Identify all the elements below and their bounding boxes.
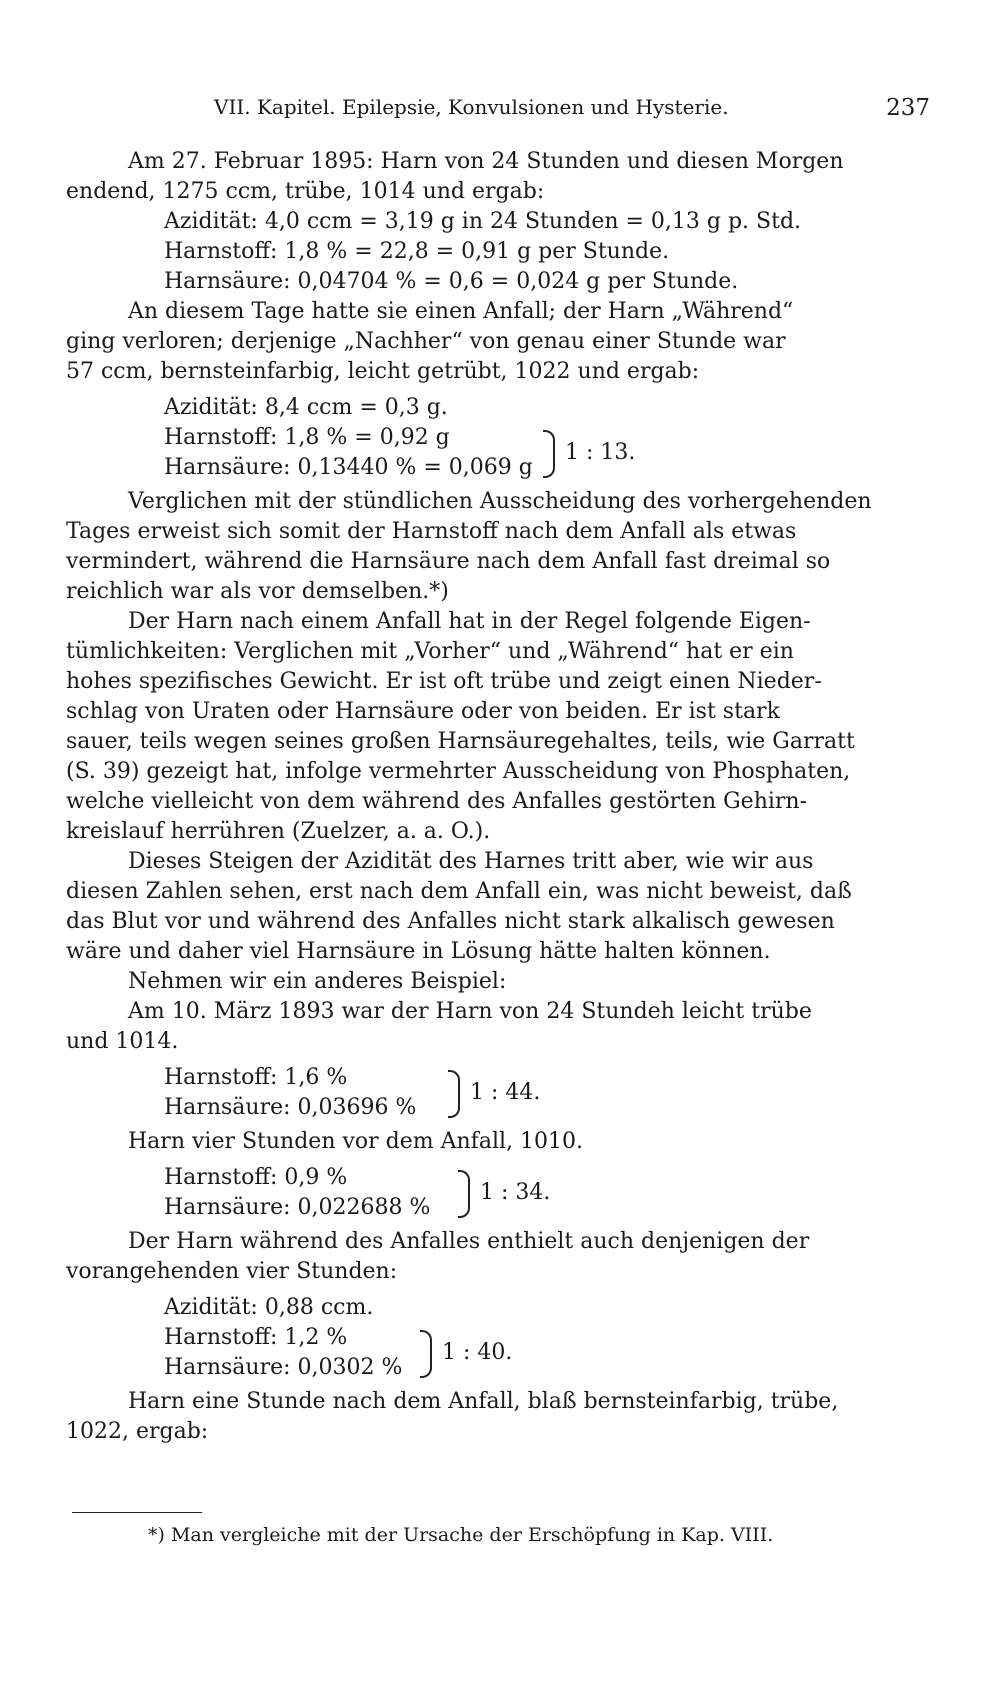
text-line: 1022, ergab: — [66, 1419, 209, 1444]
ratio-value: 1 : 34. — [480, 1180, 551, 1205]
text-line: sauer, teils wegen seines großen Harnsäuregehaltes, teils, wie Garratt — [66, 729, 855, 754]
text-line: Am 10. März 1893 war der Harn von 24 Stundeh leicht trübe — [128, 999, 812, 1024]
curly-brace — [458, 1170, 470, 1218]
text-line: das Blut vor und während des Anfalles nicht stark alkalisch gewesen — [66, 909, 835, 934]
measurement-line: Harnsäure: 0,04704 % = 0,6 = 0,024 g per Stunde. — [164, 269, 739, 294]
text-line: Tages erweist sich somit der Harnstoff nach dem Anfall als etwas — [66, 519, 797, 544]
chapter-title: VII. Kapitel. Epilepsie, Konvulsionen und Hysterie. — [214, 95, 729, 119]
text-line: ging verloren; derjenige „Nachher“ von genau einer Stunde war — [66, 329, 786, 354]
measurement-line: Azidität: 8,4 ccm = 0,3 g. — [164, 395, 448, 420]
text-line: diesen Zahlen sehen, erst nach dem Anfall ein, was nicht beweist, daß — [66, 879, 852, 904]
measurement-line: Azidität: 4,0 ccm = 3,19 g in 24 Stunden = 0,13 g p. Std. — [164, 209, 802, 234]
page-number: 237 — [886, 95, 930, 121]
measurement-line: Harnsäure: 0,0302 % — [164, 1355, 403, 1380]
text-line: tümlichkeiten: Verglichen mit „Vorher“ und „Während“ hat er ein — [66, 639, 794, 664]
text-line: endend, 1275 ccm, trübe, 1014 und ergab: — [66, 179, 545, 204]
text-line: (S. 39) gezeigt hat, infolge vermehrter Ausscheidung von Phosphaten, — [66, 759, 851, 784]
measurement-line: Harnstoff: 1,2 % — [164, 1325, 348, 1350]
measurement-line: Harnsäure: 0,03696 % — [164, 1095, 417, 1120]
measurement-line: Harnstoff: 1,6 % — [164, 1065, 348, 1090]
text-line: schlag von Uraten oder Harnsäure oder von beiden. Er ist stark — [66, 699, 780, 724]
measurement-line: Harnstoff: 1,8 % = 0,92 g — [164, 425, 450, 450]
text-line: und 1014. — [66, 1029, 179, 1054]
text-line: vermindert, während die Harnsäure nach dem Anfall fast dreimal so — [66, 549, 831, 574]
text-line: Dieses Steigen der Azidität des Harnes tritt aber, wie wir aus — [128, 849, 814, 874]
measurement-line: Harnstoff: 1,8 % = 22,8 = 0,91 g per Stunde. — [164, 239, 670, 264]
text-line: Der Harn nach einem Anfall hat in der Regel folgende Eigen- — [128, 609, 811, 634]
text-line: Am 27. Februar 1895: Harn von 24 Stunden und diesen Morgen — [128, 149, 844, 174]
curly-brace — [543, 430, 555, 478]
text-line: kreislauf herrühren (Zuelzer, a. a. O.). — [66, 819, 491, 844]
ratio-value: 1 : 44. — [470, 1080, 541, 1105]
measurement-line: Harnsäure: 0,022688 % — [164, 1195, 431, 1220]
text-line: Harn vier Stunden vor dem Anfall, 1010. — [128, 1129, 583, 1154]
text-line: reichlich war als vor demselben.*) — [66, 579, 449, 604]
text-line: Harn eine Stunde nach dem Anfall, blaß bernsteinfarbig, trübe, — [128, 1389, 839, 1414]
running-header — [70, 95, 930, 125]
curly-brace — [420, 1330, 432, 1378]
text-line: vorangehenden vier Stunden: — [66, 1259, 398, 1284]
text-line: 57 ccm, bernsteinfarbig, leicht getrübt, 1022 und ergab: — [66, 359, 700, 384]
footnote: *) Man vergleiche mit der Ursache der Erschöpfung in Kap. VIII. — [148, 1524, 774, 1546]
footnote-rule — [72, 1512, 202, 1513]
ratio-value: 1 : 13. — [565, 440, 636, 465]
text-line: Der Harn während des Anfalles enthielt auch denjenigen der — [128, 1229, 810, 1254]
text-line: Verglichen mit der stündlichen Ausscheidung des vorhergehenden — [128, 489, 872, 514]
text-line: welche vielleicht von dem während des Anfalles gestörten Gehirn- — [66, 789, 808, 814]
curly-brace — [448, 1070, 460, 1118]
measurement-line: Azidität: 0,88 ccm. — [164, 1295, 374, 1320]
text-line: Nehmen wir ein anderes Beispiel: — [128, 969, 507, 994]
ratio-value: 1 : 40. — [442, 1340, 513, 1365]
text-line: wäre und daher viel Harnsäure in Lösung hätte halten können. — [66, 939, 771, 964]
measurement-line: Harnstoff: 0,9 % — [164, 1165, 348, 1190]
text-line: hohes spezifisches Gewicht. Er ist oft trübe und zeigt einen Nieder- — [66, 669, 822, 694]
measurement-line: Harnsäure: 0,13440 % = 0,069 g — [164, 455, 533, 480]
text-line: An diesem Tage hatte sie einen Anfall; der Harn „Während“ — [128, 299, 794, 324]
